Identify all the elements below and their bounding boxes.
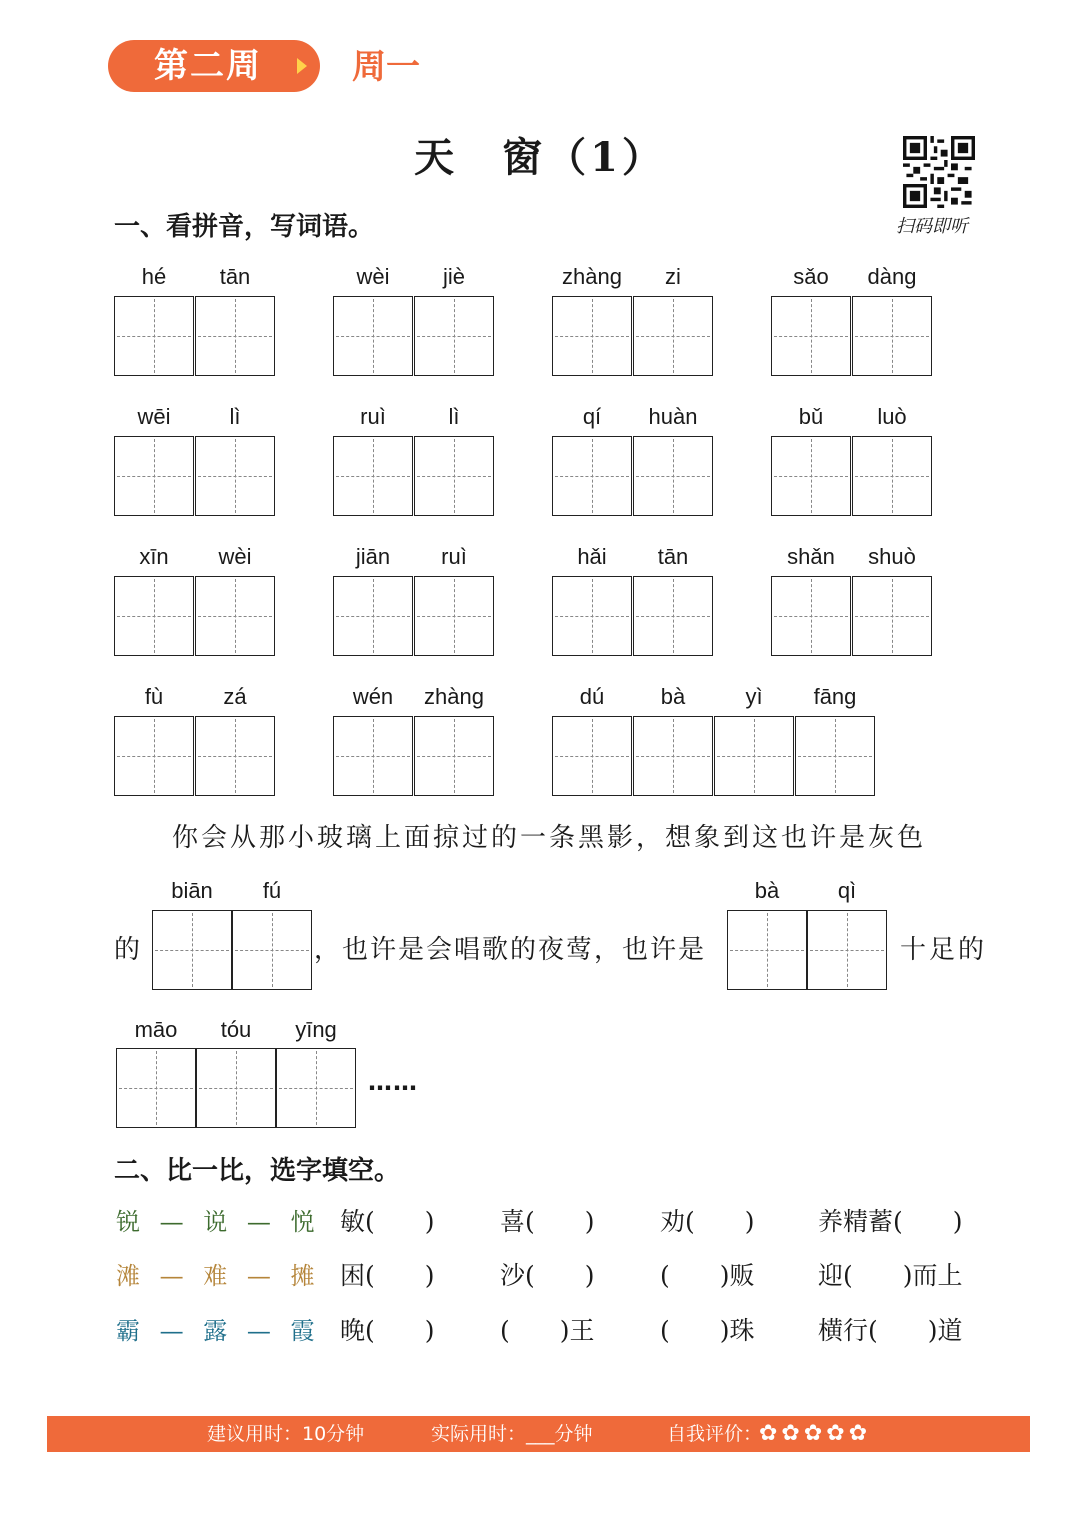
arrow-right-icon bbox=[297, 58, 307, 74]
word-12-box-2[interactable] bbox=[852, 576, 932, 656]
word-4-pinyin-1: sǎo bbox=[793, 264, 829, 289]
word-10-box-2[interactable] bbox=[414, 576, 494, 656]
blank1-pinyin-2: fú bbox=[262, 878, 282, 903]
word-14-pinyin-2: zhàng bbox=[424, 684, 484, 709]
word-5-box-1[interactable] bbox=[114, 436, 194, 516]
qr-caption: 扫码即听 bbox=[896, 216, 968, 237]
blank1-pinyin-1: biān bbox=[171, 878, 213, 903]
blank1-box-1[interactable] bbox=[152, 910, 232, 990]
word-15-pinyin-3: yì bbox=[745, 684, 763, 709]
word-2-box-2[interactable] bbox=[414, 296, 494, 376]
word-9-box-1[interactable] bbox=[114, 576, 194, 656]
word-4-box-1[interactable] bbox=[771, 296, 851, 376]
word-7-box-1[interactable] bbox=[552, 436, 632, 516]
ellipsis: …… bbox=[368, 1068, 418, 1096]
fill-blank-2-4[interactable]: 迎( )而上 bbox=[818, 1261, 963, 1290]
word-6-pinyin-2: lì bbox=[448, 404, 460, 429]
actual-time[interactable]: 实际用时：___分钟 bbox=[431, 1423, 593, 1445]
compare-chars-row-3: 霸 — 露 — 霞 bbox=[116, 1317, 321, 1345]
word-10-pinyin-2: ruì bbox=[441, 544, 467, 569]
word-7-pinyin-2: huàn bbox=[648, 404, 698, 429]
word-3-box-1[interactable] bbox=[552, 296, 632, 376]
word-13-pinyin-1: fù bbox=[144, 684, 164, 709]
blank3-pinyin-3: yīng bbox=[295, 1017, 337, 1042]
word-2-box-1[interactable] bbox=[333, 296, 413, 376]
fill-blank-3-3[interactable]: ( )珠 bbox=[660, 1316, 755, 1345]
word-10-box-1[interactable] bbox=[333, 576, 413, 656]
passage-end: 十足的 bbox=[900, 935, 988, 965]
word-14-pinyin-1: wén bbox=[352, 684, 394, 709]
fill-blank-3-1[interactable]: 晚( ) bbox=[340, 1316, 435, 1345]
blank2-box-2[interactable] bbox=[807, 910, 887, 990]
fill-blank-1-4[interactable]: 养精蓄( ) bbox=[818, 1207, 963, 1236]
passage-mid: ，也许是会唱歌的夜莺，也许是 bbox=[314, 935, 707, 965]
word-3-pinyin-1: zhàng bbox=[562, 264, 622, 289]
word-1-pinyin-2: tān bbox=[219, 264, 251, 289]
word-9-pinyin-2: wèi bbox=[218, 544, 252, 569]
week-badge: 第二周 bbox=[108, 40, 320, 92]
word-3-pinyin-2: zi bbox=[665, 264, 681, 289]
word-5-pinyin-2: lì bbox=[229, 404, 241, 429]
word-1-box-2[interactable] bbox=[195, 296, 275, 376]
word-15-box-2[interactable] bbox=[633, 716, 713, 796]
word-5-pinyin-1: wēi bbox=[137, 404, 171, 429]
fill-blank-2-3[interactable]: ( )贩 bbox=[660, 1261, 755, 1290]
fill-blank-3-2[interactable]: ( )王 bbox=[500, 1316, 595, 1345]
word-8-pinyin-2: luò bbox=[877, 404, 907, 429]
blank2-pinyin-2: qì bbox=[837, 878, 857, 903]
fill-blank-1-1[interactable]: 敏( ) bbox=[340, 1207, 435, 1236]
word-8-box-1[interactable] bbox=[771, 436, 851, 516]
word-6-box-1[interactable] bbox=[333, 436, 413, 516]
fill-blank-2-2[interactable]: 沙( ) bbox=[500, 1261, 595, 1290]
fill-blank-2-1[interactable]: 困( ) bbox=[340, 1261, 435, 1290]
self-eval-stars-icon[interactable]: ✿✿✿✿✿ bbox=[759, 1421, 872, 1446]
compare-chars-row-1: 锐 — 说 — 悦 bbox=[116, 1208, 321, 1236]
word-2-pinyin-2: jiè bbox=[442, 264, 465, 289]
suggested-time: 建议用时：10分钟 bbox=[207, 1423, 365, 1445]
passage-de: 的 bbox=[114, 935, 144, 965]
word-3-box-2[interactable] bbox=[633, 296, 713, 376]
section2-title: 二、比一比，选字填空。 bbox=[114, 1156, 401, 1186]
word-10-pinyin-1: jiān bbox=[355, 544, 391, 569]
word-11-box-2[interactable] bbox=[633, 576, 713, 656]
word-1-pinyin-1: hé bbox=[141, 264, 167, 289]
passage-line1: 你会从那小玻璃上面掠过的一条黑影，想象到这也许是灰色 bbox=[172, 823, 927, 853]
word-8-box-2[interactable] bbox=[852, 436, 932, 516]
word-15-pinyin-4: fāng bbox=[813, 684, 857, 709]
word-9-pinyin-1: xīn bbox=[139, 544, 169, 569]
blank2-box-1[interactable] bbox=[727, 910, 807, 990]
qr-code-icon[interactable] bbox=[903, 136, 975, 208]
word-6-pinyin-1: ruì bbox=[360, 404, 386, 429]
word-14-box-1[interactable] bbox=[333, 716, 413, 796]
day-label: 周一 bbox=[352, 47, 420, 87]
blank3-box-1[interactable] bbox=[116, 1048, 196, 1128]
blank3-pinyin-1: māo bbox=[134, 1017, 178, 1042]
word-15-box-4[interactable] bbox=[795, 716, 875, 796]
word-11-pinyin-2: tān bbox=[657, 544, 689, 569]
word-9-box-2[interactable] bbox=[195, 576, 275, 656]
word-15-pinyin-1: dú bbox=[579, 684, 605, 709]
word-7-pinyin-1: qí bbox=[582, 404, 602, 429]
word-4-pinyin-2: dàng bbox=[867, 264, 917, 289]
word-8-pinyin-1: bǔ bbox=[798, 404, 824, 429]
blank3-pinyin-2: tóu bbox=[220, 1017, 252, 1042]
blank3-box-3[interactable] bbox=[276, 1048, 356, 1128]
blank2-pinyin-1: bà bbox=[754, 878, 780, 903]
compare-chars-row-2: 滩 — 难 — 摊 bbox=[116, 1262, 321, 1290]
word-4-box-2[interactable] bbox=[852, 296, 932, 376]
word-1-box-1[interactable] bbox=[114, 296, 194, 376]
blank1-box-2[interactable] bbox=[232, 910, 312, 990]
fill-blank-3-4[interactable]: 横行( )道 bbox=[818, 1316, 963, 1345]
word-12-pinyin-2: shuò bbox=[868, 544, 916, 569]
word-11-box-1[interactable] bbox=[552, 576, 632, 656]
word-7-box-2[interactable] bbox=[633, 436, 713, 516]
self-eval-label: 自我评价： bbox=[667, 1423, 763, 1445]
section1-title: 一、看拼音，写词语。 bbox=[114, 212, 375, 242]
word-12-pinyin-1: shǎn bbox=[787, 544, 835, 569]
word-13-pinyin-2: zá bbox=[223, 684, 247, 709]
word-13-box-2[interactable] bbox=[195, 716, 275, 796]
word-15-box-3[interactable] bbox=[714, 716, 794, 796]
fill-blank-1-2[interactable]: 喜( ) bbox=[500, 1207, 595, 1236]
word-15-box-1[interactable] bbox=[552, 716, 632, 796]
word-5-box-2[interactable] bbox=[195, 436, 275, 516]
word-2-pinyin-1: wèi bbox=[356, 264, 390, 289]
footer-bar bbox=[47, 1416, 1030, 1452]
blank3-box-2[interactable] bbox=[196, 1048, 276, 1128]
word-14-box-2[interactable] bbox=[414, 716, 494, 796]
word-11-pinyin-1: hǎi bbox=[577, 544, 607, 569]
word-12-box-1[interactable] bbox=[771, 576, 851, 656]
word-13-box-1[interactable] bbox=[114, 716, 194, 796]
page-title: 天 窗（1） bbox=[414, 134, 666, 181]
word-6-box-2[interactable] bbox=[414, 436, 494, 516]
fill-blank-1-3[interactable]: 劝( ) bbox=[660, 1207, 755, 1236]
word-15-pinyin-2: bà bbox=[660, 684, 686, 709]
